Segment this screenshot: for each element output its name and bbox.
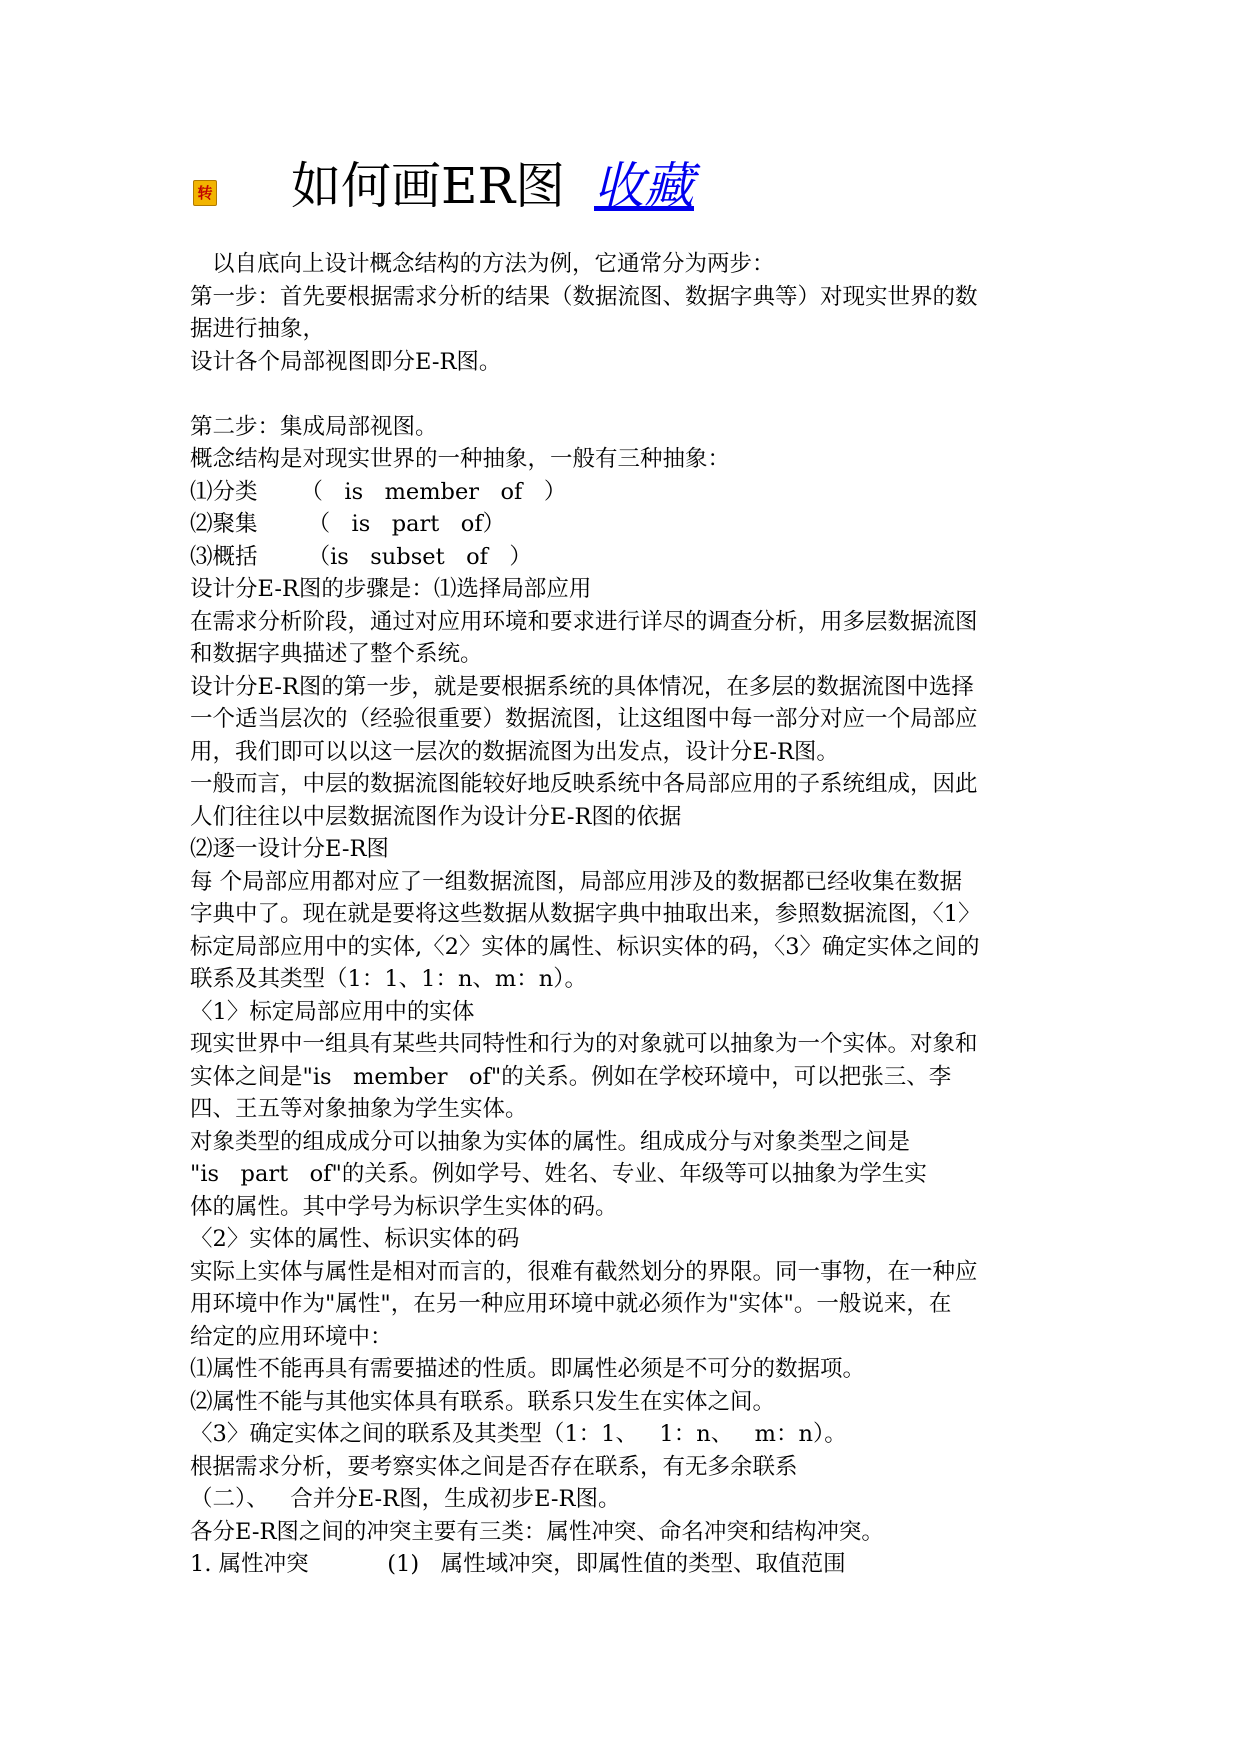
- text-line: 根据需求分析，要考察实体之间是否存在联系，有无多余联系: [190, 1453, 798, 1480]
- text-line: 对象类型的组成成分可以抽象为实体的属性。组成成分与对象类型之间是: [190, 1128, 911, 1155]
- text-line: 第一步：首先要根据需求分析的结果（数据流图、数据字典等）对现实世界的数: [190, 283, 978, 310]
- text-line: 一般而言，中层的数据流图能较好地反映系统中各局部应用的子系统组成，因此: [190, 771, 978, 797]
- text-line: 体的属性。其中学号为标识学生实体的码。: [190, 1193, 618, 1220]
- text-line: 四、王五等对象抽象为学生实体。: [190, 1096, 528, 1122]
- text-line: 实体之间是"is member of"的关系。例如在学校环境中，可以把张三、李: [190, 1063, 952, 1090]
- text-line: "is part of"的关系。例如学号、姓名、专业、年级等可以抽象为学生实: [190, 1161, 927, 1187]
- text-line: 设计分E-R图的步骤是：⑴选择局部应用: [190, 576, 592, 602]
- text-line: 每 个局部应用都对应了一组数据流图，局部应用涉及的数据都已经收集在数据: [190, 868, 963, 895]
- text-line: 字典中了。现在就是要将这些数据从数据字典中抽取出来，参照数据流图，〈1〉: [190, 901, 981, 927]
- text-line: 用，我们即可以以这一层次的数据流图为出发点，设计分E-R图。: [190, 738, 839, 765]
- text-line: 概念结构是对现实世界的一种抽象，一般有三种抽象：: [190, 446, 731, 472]
- text-line: [190, 378, 1060, 411]
- text-line: 人们往往以中层数据流图作为设计分E-R图的依据: [190, 803, 682, 830]
- text-line: ⑶概括 （is subset of ）: [190, 543, 532, 570]
- title-row: [190, 150, 1090, 230]
- text-line: ⑵聚集 （ is part of）: [190, 511, 506, 537]
- text-line: ⑵属性不能与其他实体具有联系。联系只发生在实体之间。: [190, 1388, 776, 1415]
- repost-badge-icon: 转: [193, 180, 217, 206]
- text-line: 给定的应用环境中：: [190, 1323, 393, 1350]
- text-line: 1. 属性冲突 (1) 属性域冲突，即属性值的类型、取值范围: [190, 1551, 846, 1577]
- text-line: ⑴属性不能再具有需要描述的性质。即属性必须是不可分的数据项。: [190, 1356, 866, 1382]
- text-line: ⑵逐一设计分E-R图: [190, 836, 389, 862]
- text-line: 〈1〉标定局部应用中的实体: [190, 998, 475, 1025]
- text-line: 设计各个局部视图即分E-R图。: [190, 348, 502, 375]
- text-line: 第二步：集成局部视图。: [190, 413, 438, 440]
- text-line: 联系及其类型（1：1、1：n、m：n）。: [190, 966, 588, 992]
- text-line: 在需求分析阶段，通过对应用环境和要求进行详尽的调查分析，用多层数据流图: [190, 608, 978, 635]
- text-line: ⑴分类 （ is member of ）: [190, 478, 567, 505]
- page-title: 如何画ER图: [291, 157, 566, 215]
- text-line: 据进行抽象，: [190, 316, 326, 342]
- text-line: （二）、 合并分E-R图，生成初步E-R图。: [190, 1486, 621, 1512]
- text-line: 现实世界中一组具有某些共同特性和行为的对象就可以抽象为一个实体。对象和: [190, 1031, 978, 1057]
- text-line: 〈3〉确定实体之间的联系及其类型（1：1、 1：n、 m：n）。: [190, 1421, 847, 1447]
- text-line: 一个适当层次的（经验很重要）数据流图，让这组图中每一部分对应一个局部应: [190, 706, 978, 732]
- favorite-link[interactable]: 收藏: [594, 157, 694, 215]
- text-line: 各分E-R图之间的冲突主要有三类：属性冲突、命名冲突和结构冲突。: [190, 1518, 884, 1545]
- text-line: 设计分E-R图的第一步，就是要根据系统的具体情况，在多层的数据流图中选择: [190, 673, 974, 700]
- text-line: 用环境中作为"属性"，在另一种应用环境中就必须作为"实体"。一般说来，在: [190, 1291, 952, 1317]
- text-line: 〈2〉实体的属性、标识实体的码: [190, 1226, 520, 1252]
- text-line: 标定局部应用中的实体,〈2〉实体的属性、标识实体的码，〈3〉确定实体之间的: [190, 933, 980, 960]
- text-line: 和数据字典描述了整个系统。: [190, 641, 483, 667]
- text-line: 以自底向上设计概念结构的方法为例，它通常分为两步：: [212, 251, 775, 277]
- text-line: 实际上实体与属性是相对而言的，很难有截然划分的界限。同一事物，在一种应: [190, 1258, 978, 1285]
- document-body: [190, 248, 1060, 1581]
